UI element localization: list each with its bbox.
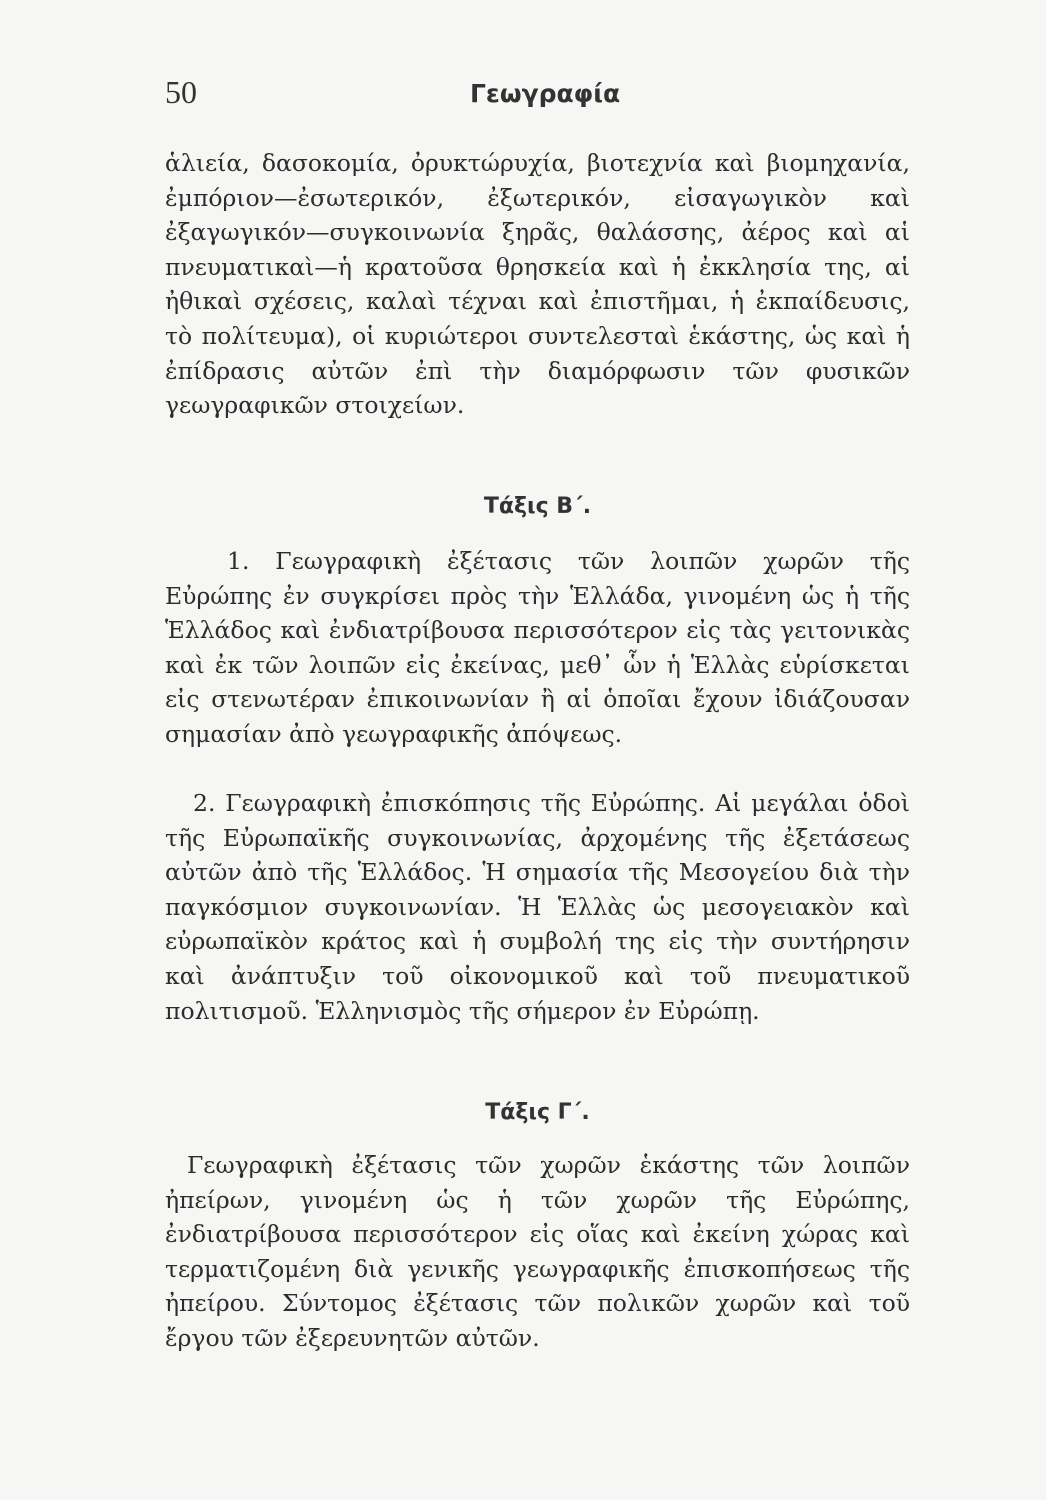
running-title: Γεωγραφία bbox=[470, 79, 621, 108]
page-header bbox=[165, 70, 910, 120]
page-number: 50 bbox=[165, 74, 197, 110]
section-b-item-1: 1. Γεωγραφικὴ ἐξέτασις τῶν λοιπῶν χωρῶν τῆς Εὐρώπης ἐν συγκρίσει πρὸς τὴν Ἑλλάδα, γινομένη ὡς ἡ τῆς Ἑλλάδος καὶ ἐνδιατρίβουσα περισσότερον εἰς τὰς γειτονικὰς καὶ ἐκ τῶν λοιπῶν εἰς ἐκείνας, μεθ᾽ ὧν ἡ Ἑλλὰς εὑρίσκεται εἰς στενωτέραν ἐπικοινωνίαν ἢ αἱ ὁποῖαι ἔχουν ἰδιάζουσαν σημασίαν ἀπὸ γεωγραφικῆς ἀπόψεως. bbox=[165, 547, 910, 748]
intro-paragraph: ἁλιεία, δασοκομία, ὀρυκτώρυχία, βιοτεχνία καὶ βιομηχανία, ἐμπόριον—ἐσωτερικόν, ἐξωτερικόν, εἰσαγωγικὸν καὶ ἐξαγωγικόν—συγκοινωνία ξηρᾶς, θαλάσσης, ἀέρος καὶ αἱ πνευματικαὶ—ἡ κρατοῦσα θρησκεία καὶ ἡ ἐκκλησία της, αἱ ἠθικαὶ σχέσεις, καλαὶ τέχναι καὶ ἐπιστῆμαι, ἡ ἐκπαίδευσις, τὸ πολίτευμα), οἱ κυριώτεροι συντελεσταὶ ἑκάστης, ὡς καὶ ἡ ἐπίδρασις αὐτῶν ἐπὶ τὴν διαμόρφωσιν τῶν φυσικῶν γεωγραφικῶν στοιχείων. bbox=[165, 149, 910, 420]
section-heading-g: Τάξις Γ΄. bbox=[485, 1100, 590, 1125]
section-g-paragraph: Γεωγραφικὴ ἐξέτασις τῶν χωρῶν ἑκάστης τῶν λοιπῶν ἠπείρων, γινομένη ὡς ἡ τῶν χωρῶν τῆς Εὐρώπης, ἐνδιατρίβουσα περισσότερον εἰς οἵας καὶ ἐκείνη χώρας καὶ τερματιζομένη διὰ γενικῆς γεωγραφικῆς ἐπισκοπήσεως τῆς ἠπείρου. Σύντομος ἐξέτασις τῶν πολικῶν χωρῶν καὶ τοῦ ἔργου τῶν ἐξερευνητῶν αὐτῶν. bbox=[165, 1151, 910, 1352]
section-b-item-2: 2. Γεωγραφικὴ ἐπισκόπησις τῆς Εὐρώπης. Αἱ μεγάλαι ὁδοὶ τῆς Εὐρωπαϊκῆς συγκοινωνίας, ἀρχομένης τῆς ἐξετάσεως αὐτῶν ἀπὸ τῆς Ἑλλάδος. Ἡ σημασία τῆς Μεσογείου διὰ τὴν παγκόσμιον συγκοινωνίαν. Ἡ Ἑλλὰς ὡς μεσογειακὸν καὶ εὐρωπαϊκὸν κράτος καὶ ἡ συμβολή της εἰς τὴν συντήρησιν καὶ ἀνάπτυξιν τοῦ οἰκονομικοῦ καὶ τοῦ πνευματικοῦ πολιτισμοῦ. Ἑλληνισμὸς τῆς σήμερον ἐν Εὐρώπῃ. bbox=[165, 789, 910, 1025]
section-heading-b: Τάξις Β΄. bbox=[483, 494, 592, 519]
